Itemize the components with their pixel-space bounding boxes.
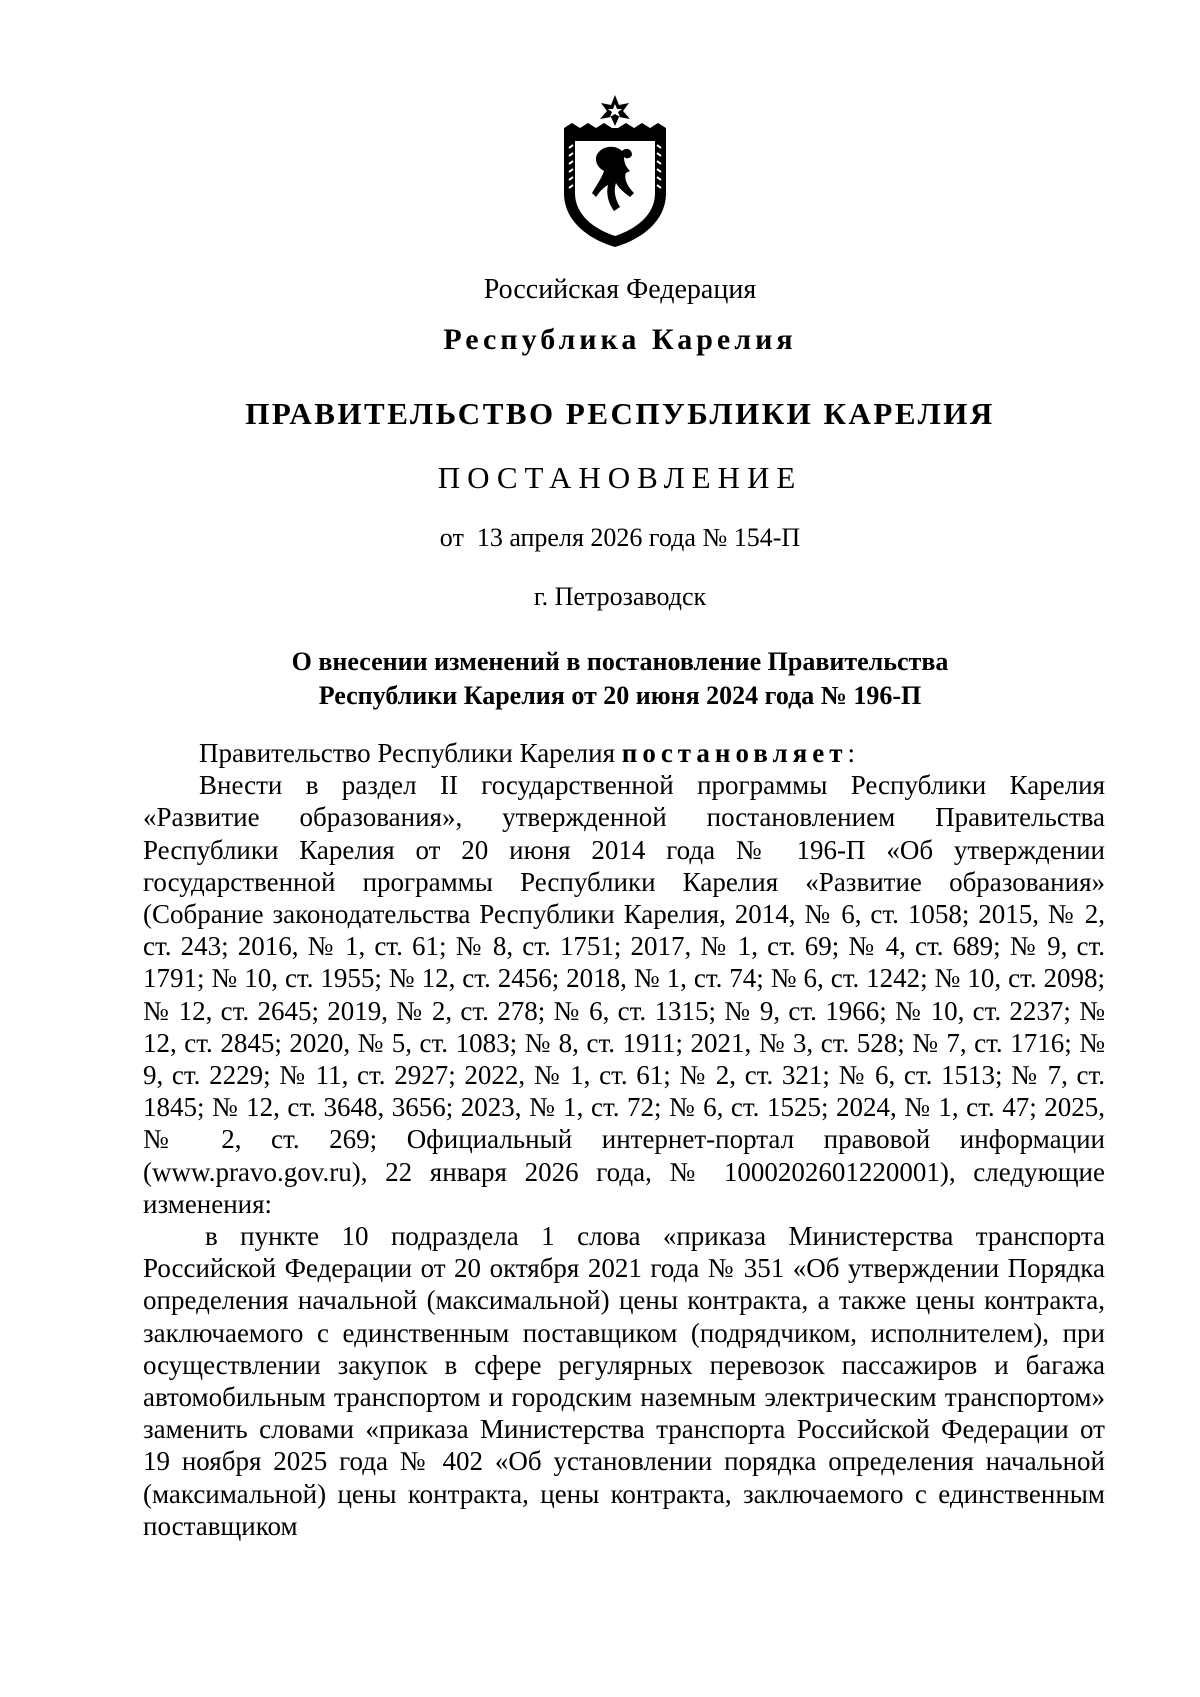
change-paragraph: в пункте 10 подраздела 1 слова «приказа Министерства транспорта Российской Федерации от 20 октября 2021 года № 351 «Об утверждении Порядка определения начальной (максимальной) цены контракта, а также цены контракта, заключаемого с единственным поставщиком (подрядчиком, исполнителем), при осуществлении закупок в сфере регулярных перевозок пассажиров и багажа автомобильным транспортом и городским наземным электрическим транспортом» заменить словами «приказа Министерства транспорта Российской Федерации от 19 ноября 2025 года № 402 «Об установлении порядка определения начальной (максимальной) цены контракта, цены контракта, заключаемого с единственным поставщиком xyxy=(143,1221,1105,1541)
republic-name: Республика Карелия xyxy=(443,323,797,356)
subject-line-2: Республики Карелия от 20 июня 2024 года № 196-П xyxy=(318,681,922,710)
intro-prefix: Правительство Республики Карелия xyxy=(199,738,616,768)
document-date-number: от 13 апреля 2026 года № 154-П xyxy=(439,523,801,552)
document-body xyxy=(143,737,1105,1542)
document-type: ПОСТАНОВЛЕНИЕ xyxy=(437,460,803,495)
country-name: Российская Федерация xyxy=(483,274,757,305)
main-paragraph: Внести в раздел II государственной программы Республики Карелия «Развитие образования», утвержденной постановлением Правительства Республики Карелия от 20 июня 2014 года № 196-П «Об утверждении государственной программы Республики Карелия «Развитие образования» (Собрание законодательства Республики Карелия, 2014, № 6, ст. 1058; 2015, № 2, ст. 243; 2016, № 1, ст. 61; № 8, ст. 1751; 2017, № 1, ст. 69; № 4, ст. 689; № 9, ст. 1791; № 10, ст. 1955; № 12, ст. 2456; 2018, № 1, ст. 74; № 6, ст. 1242; № 10, ст. 2098; № 12, ст. 2645; 2019, № 2, ст. 278; № 6, ст. 1315; № 9, ст. 1966; № 10, ст. 2237; № 12, ст. 2845; 2020, № 5, ст. 1083; № 8, ст. 1911; 2021, № 3, ст. 528; № 7, ст. 1716; № 9, ст. 2229; № 11, ст. 2927; 2022, № 1, ст. 61; № 2, ст. 321; № 6, ст. 1513; № 7, ст. 1845; № 12, ст. 3648, 3656; 2023, № 1, ст. 72; № 6, ст. 1525; 2024, № 1, ст. 47; 2025, № 2, ст. 269; Официальный интернет-портал правовой информации (www.pravo.gov.ru), 22 января 2026 года, № 1000202601220001), следующие изменения: xyxy=(143,770,1105,1219)
intro-paragraph xyxy=(143,737,1105,769)
document-subject xyxy=(0,645,1200,713)
intro-suffix: : xyxy=(847,738,856,768)
document-city: г. Петрозаводск xyxy=(533,582,707,611)
government-name: ПРАВИТЕЛЬСТВО РЕСПУБЛИКИ КАРЕЛИЯ xyxy=(245,396,995,431)
intro-verb: постановляет xyxy=(621,738,848,768)
karelia-coat-of-arms-icon xyxy=(560,93,670,249)
subject-line-1: О внесении изменений в постановление Правительства xyxy=(291,647,949,676)
